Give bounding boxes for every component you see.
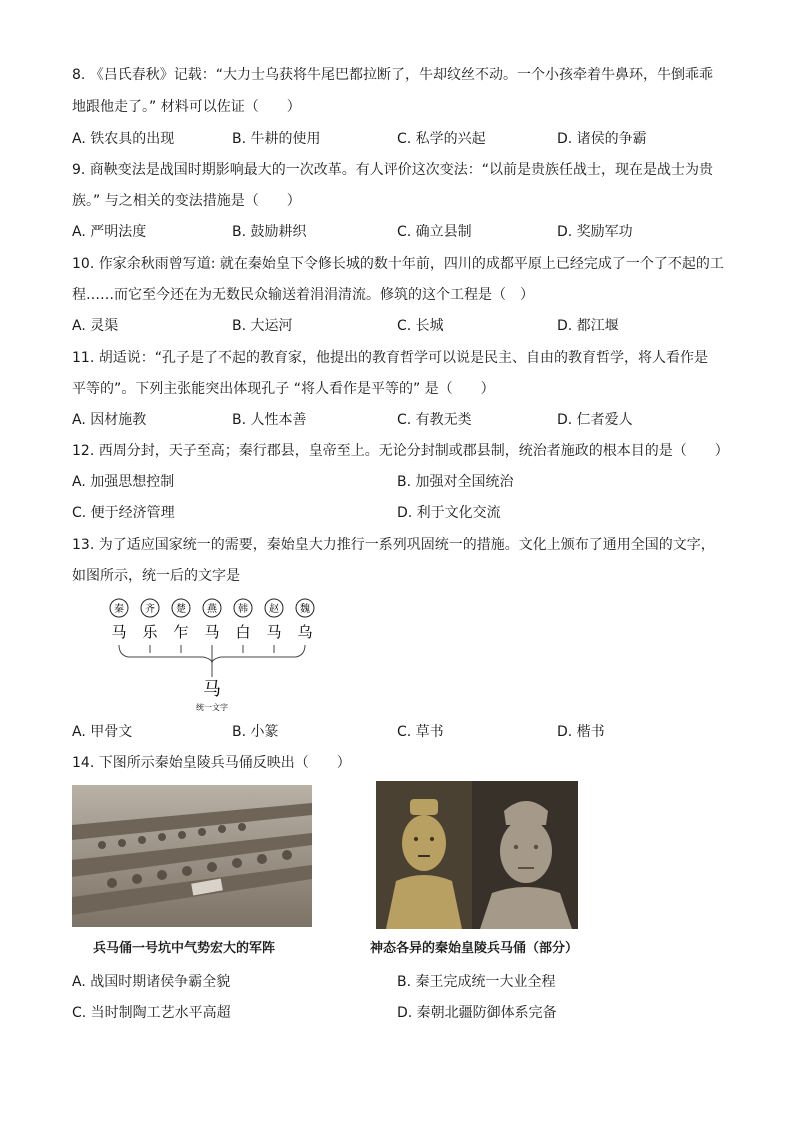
q12-option-b[interactable]: B. 加强对全国统治 xyxy=(397,474,514,490)
q11-option-d[interactable]: D. 仁者爱人 xyxy=(557,412,633,428)
q10-options xyxy=(72,316,722,336)
q13-stem-line-2: 如图所示，统一后的文字是 xyxy=(72,568,240,584)
q8-option-b[interactable]: B. 牛耕的使用 xyxy=(232,131,321,147)
q11-stem-line-2: 平等的”。下列主张能突出体现孔子 “将人看作是平等的” 是（ ） xyxy=(72,381,495,397)
state-seal-zhao xyxy=(265,599,283,617)
merge-brackets xyxy=(119,645,305,677)
q13-options xyxy=(72,722,722,742)
q14-option-c[interactable]: C. 当时制陶工艺水平高超 xyxy=(72,1005,231,1021)
state-name-zhao: 赵 xyxy=(269,604,279,615)
script-unification-figure xyxy=(106,597,318,715)
q8-options xyxy=(72,129,722,149)
glyph-qin: 马 xyxy=(111,623,127,641)
q8-option-a[interactable]: A. 铁农具的出现 xyxy=(72,131,175,147)
q14-stem-line-1: 14. 下图所示秦始皇陵兵马俑反映出（ ） xyxy=(72,755,351,771)
q9-option-a[interactable]: A. 严明法度 xyxy=(72,224,147,240)
q8-stem-line-1: 8. 《吕氏春秋》记载：“大力士乌获将牛尾巴都拉断了，牛却纹丝不动。一个小孩牵着牛鼻环，牛倒乖乖 xyxy=(72,67,714,83)
q13-option-d[interactable]: D. 楷书 xyxy=(557,724,605,740)
q9-option-c[interactable]: C. 确立县制 xyxy=(397,224,472,240)
q10-option-b[interactable]: B. 大运河 xyxy=(232,318,293,334)
q9-option-d[interactable]: D. 奖励军功 xyxy=(557,224,633,240)
state-seal-qi xyxy=(141,599,159,617)
q11-option-c[interactable]: C. 有教无类 xyxy=(397,412,472,428)
q11-option-b[interactable]: B. 人性本善 xyxy=(232,412,307,428)
q13-option-a[interactable]: A. 甲骨文 xyxy=(72,724,133,740)
state-name-han: 韩 xyxy=(238,604,248,615)
q12-stem-line-1: 12. 西周分封，天子至高；秦行郡县，皇帝至上。无论分封制或郡县制，统治者施政的根本目的是（ ） xyxy=(72,443,729,459)
glyph-yan: 马 xyxy=(204,623,220,641)
q8-option-d[interactable]: D. 诸侯的争霸 xyxy=(557,131,647,147)
glyph-qi: 乐 xyxy=(142,623,158,641)
q14-options-row-1 xyxy=(72,972,722,992)
state-seal-qin xyxy=(110,599,128,617)
q14-option-a[interactable]: A. 战国时期诸侯争霸全貌 xyxy=(72,974,231,990)
unified-script-caption: 统一文字 xyxy=(196,703,228,712)
q14-options-row-2 xyxy=(72,1003,722,1023)
q14-caption-right: 神态各异的秦始皇陵兵马俑（部分） xyxy=(370,941,579,956)
q11-options xyxy=(72,410,722,430)
state-name-chu: 楚 xyxy=(176,604,186,615)
ancient-glyphs xyxy=(111,623,312,641)
state-name-yan: 燕 xyxy=(207,604,217,615)
q14-option-b[interactable]: B. 秦王完成统一大业全程 xyxy=(397,974,556,990)
q13-option-c[interactable]: C. 草书 xyxy=(397,724,444,740)
q12-option-c[interactable]: C. 便于经济管理 xyxy=(72,505,175,521)
q9-options xyxy=(72,222,722,242)
state-seals xyxy=(110,599,314,617)
q11-option-a[interactable]: A. 因材施教 xyxy=(72,412,147,428)
terracotta-army-pit-photo xyxy=(72,785,312,927)
q12-options-row-2 xyxy=(72,503,722,523)
state-seal-han xyxy=(234,599,252,617)
glyph-zhao: 马 xyxy=(266,623,282,641)
q12-options-row-1 xyxy=(72,472,722,492)
q12-option-a[interactable]: A. 加强思想控制 xyxy=(72,474,175,490)
q11-stem-line-1: 11. 胡适说：“孔子是了不起的教育家，他提出的教育哲学可以说是民主、自由的教育哲学，将人看作是 xyxy=(72,350,708,366)
q12-option-d[interactable]: D. 利于文化交流 xyxy=(397,505,501,521)
state-seal-chu xyxy=(172,599,190,617)
unified-glyph: 马 xyxy=(203,679,221,700)
q13-option-b[interactable]: B. 小篆 xyxy=(232,724,279,740)
q9-option-b[interactable]: B. 鼓励耕织 xyxy=(232,224,307,240)
q9-stem-line-2: 族。” 与之相关的变法措施是（ ） xyxy=(72,193,301,209)
q14-caption-left: 兵马俑一号坑中气势宏大的军阵 xyxy=(93,941,276,956)
state-seal-wei xyxy=(296,599,314,617)
q10-option-a[interactable]: A. 灵渠 xyxy=(72,318,119,334)
state-name-wei: 魏 xyxy=(300,604,310,615)
q10-stem-line-1: 10. 作家余秋雨曾写道: 就在秦始皇下令修长城的数十年前，四川的成都平原上已经完成了一个了不起的工 xyxy=(72,256,724,272)
q14-option-d[interactable]: D. 秦朝北疆防御体系完备 xyxy=(397,1005,557,1021)
q10-stem-line-2: 程……而它至今还在为无数民众输送着涓涓清流。修筑的这个工程是（ ） xyxy=(72,287,534,303)
q8-option-c[interactable]: C. 私学的兴起 xyxy=(397,131,486,147)
q9-stem-line-1: 9. 商鞅变法是战国时期影响最大的一次改革。有人评价这次变法：“以前是贵族任战士，现在是战士为贵 xyxy=(72,162,714,178)
q8-stem-line-2: 地跟他走了。” 材料可以佐证（ ） xyxy=(72,99,301,115)
state-name-qi: 齐 xyxy=(145,604,155,615)
glyph-chu: 乍 xyxy=(173,623,189,641)
glyph-wei: 乌 xyxy=(297,623,313,641)
state-name-qin: 秦 xyxy=(114,604,124,615)
terracotta-warriors-portrait-photo xyxy=(376,781,578,929)
glyph-han: 白 xyxy=(235,623,251,641)
q10-option-d[interactable]: D. 都江堰 xyxy=(557,318,619,334)
q13-stem-line-1: 13. 为了适应国家统一的需要，秦始皇大力推行一系列巩固统一的措施。文化上颁布了通用全国的文字， xyxy=(72,537,715,553)
q10-option-c[interactable]: C. 长城 xyxy=(397,318,444,334)
state-seal-yan xyxy=(203,599,221,617)
